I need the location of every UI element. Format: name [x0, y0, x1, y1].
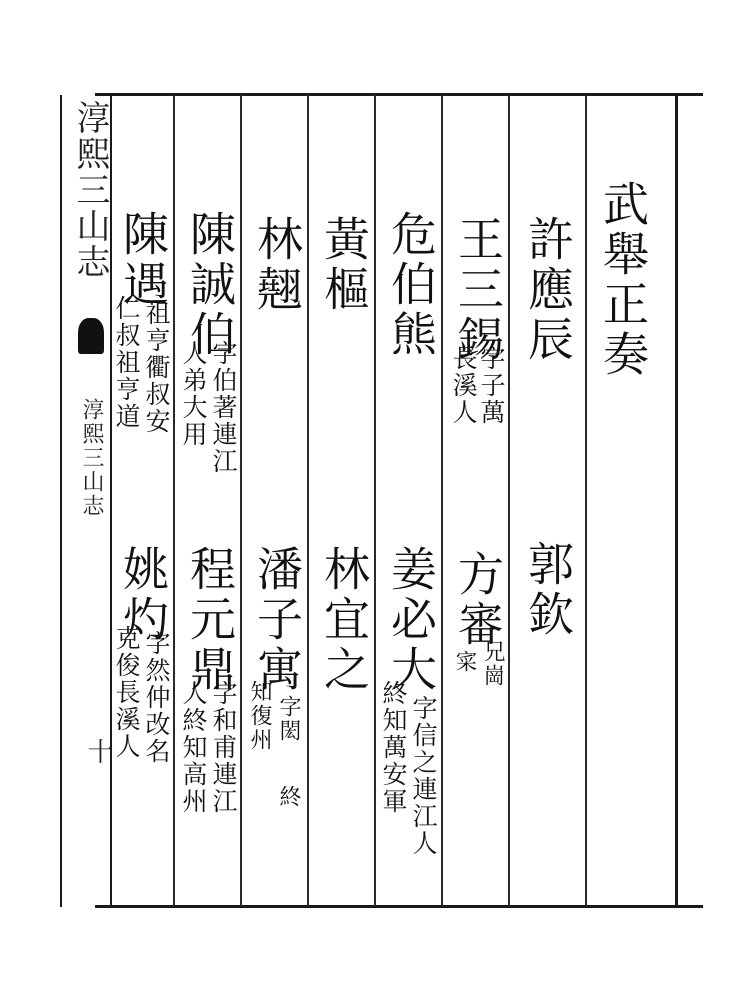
person-note: 終 — [276, 785, 301, 809]
person-note: 字和甫連江 — [209, 680, 238, 815]
person-name: 林宜之 — [317, 545, 371, 695]
person-note: 字伯著連江 — [209, 340, 238, 475]
column-rule — [585, 95, 587, 906]
person-note: 知復州 — [247, 680, 272, 752]
person-note: 祖亨衢叔安 — [142, 300, 171, 435]
column-rule — [374, 95, 376, 906]
person-note: 終知萬安軍 — [379, 680, 408, 815]
spine-title: 淳熙三山志 — [70, 100, 110, 280]
column-rule — [240, 95, 242, 906]
person-note: 字然仲改名 — [142, 630, 171, 765]
person-name: 方審 — [451, 550, 505, 650]
person-name: 程元鼎 — [183, 545, 237, 695]
person-name: 陳誠伯 — [183, 210, 237, 360]
person-name: 陳遇 — [116, 210, 170, 310]
person-note: 仁叔祖亨道 — [112, 295, 141, 430]
person-name: 王三錫 — [451, 215, 505, 365]
person-name: 危伯熊 — [384, 210, 438, 360]
column-rule — [508, 95, 510, 906]
person-name: 姚灼 — [116, 545, 170, 645]
person-name: 許應辰 — [521, 215, 575, 365]
person-note: 兄崗 — [480, 640, 505, 688]
column-rule — [307, 95, 309, 906]
frame-right-line — [675, 93, 678, 907]
spine-book-title: 淳熙三山志 — [79, 398, 104, 518]
person-note: 長溪人 — [449, 345, 478, 426]
column-rule — [173, 95, 175, 906]
person-note: 寀 — [452, 650, 477, 674]
person-name: 林翹 — [250, 215, 304, 315]
person-note: 人終知高州 — [179, 680, 208, 815]
person-note: 字子萬 — [477, 345, 506, 426]
frame-top-line — [95, 93, 703, 96]
person-name: 郭欽 — [521, 540, 575, 640]
person-note: 人弟大用 — [179, 340, 208, 448]
person-name: 黃樞 — [317, 215, 371, 315]
person-note: 克俊長溪人 — [112, 625, 141, 760]
person-note: 字閎 — [276, 695, 301, 743]
person-name: 潘子寓 — [250, 545, 304, 695]
folio-number: 十 — [83, 738, 113, 764]
fish-tail-mark — [78, 318, 104, 354]
person-note: 字信之連江人 — [409, 695, 438, 857]
person-name: 姜必大 — [384, 545, 438, 695]
column-rule — [441, 95, 443, 906]
section-heading: 武舉正奏 — [596, 180, 650, 380]
frame-bottom-line — [95, 905, 703, 908]
